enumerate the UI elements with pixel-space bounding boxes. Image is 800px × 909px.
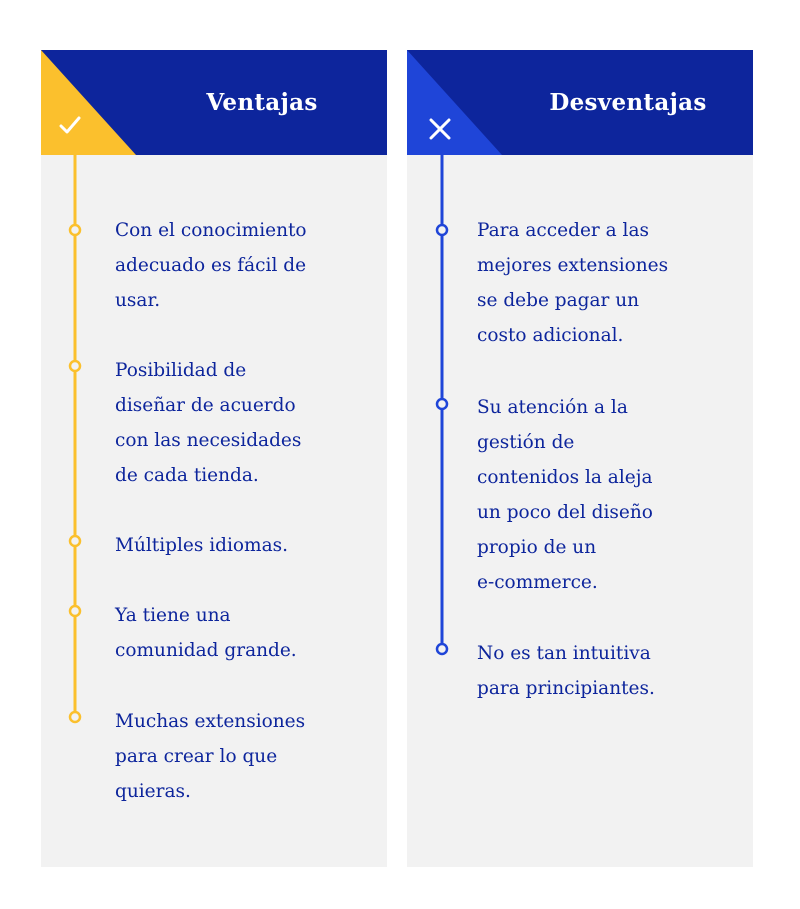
- pros-panel: [41, 50, 387, 867]
- pros-item: Con el conocimiento adecuado es fácil de usar.: [115, 220, 307, 311]
- cons-item: No es tan intuitiva para principiantes.: [477, 643, 655, 699]
- pros-timeline-dot: [70, 606, 80, 616]
- cons-title: Desventajas: [549, 89, 707, 116]
- pros-item: Muchas extensiones para crear lo que quieras.: [115, 711, 306, 802]
- pros-item: Múltiples idiomas.: [115, 535, 288, 556]
- pros-item: Ya tiene una comunidad grande.: [115, 605, 297, 661]
- pros-title: Ventajas: [206, 89, 318, 116]
- pros-timeline-dot: [70, 536, 80, 546]
- cons-timeline: [407, 50, 467, 867]
- pros-timeline-dot: [70, 225, 80, 235]
- cons-item: Su atención a la gestión de contenidos la aleja un poco del diseño propio de un e-commerce.: [477, 397, 653, 593]
- cons-item: Para acceder a las mejores extensiones se debe pagar un costo adicional.: [477, 220, 669, 346]
- pros-timeline: [41, 50, 101, 867]
- cons-timeline-dot: [437, 225, 447, 235]
- pros-item: Posibilidad de diseñar de acuerdo con las necesidades de cada tienda.: [115, 360, 302, 486]
- cons-timeline-dot: [437, 644, 447, 654]
- pros-timeline-dot: [70, 361, 80, 371]
- cons-timeline-dot: [437, 399, 447, 409]
- pros-timeline-dot: [70, 712, 80, 722]
- cons-panel: [407, 50, 753, 867]
